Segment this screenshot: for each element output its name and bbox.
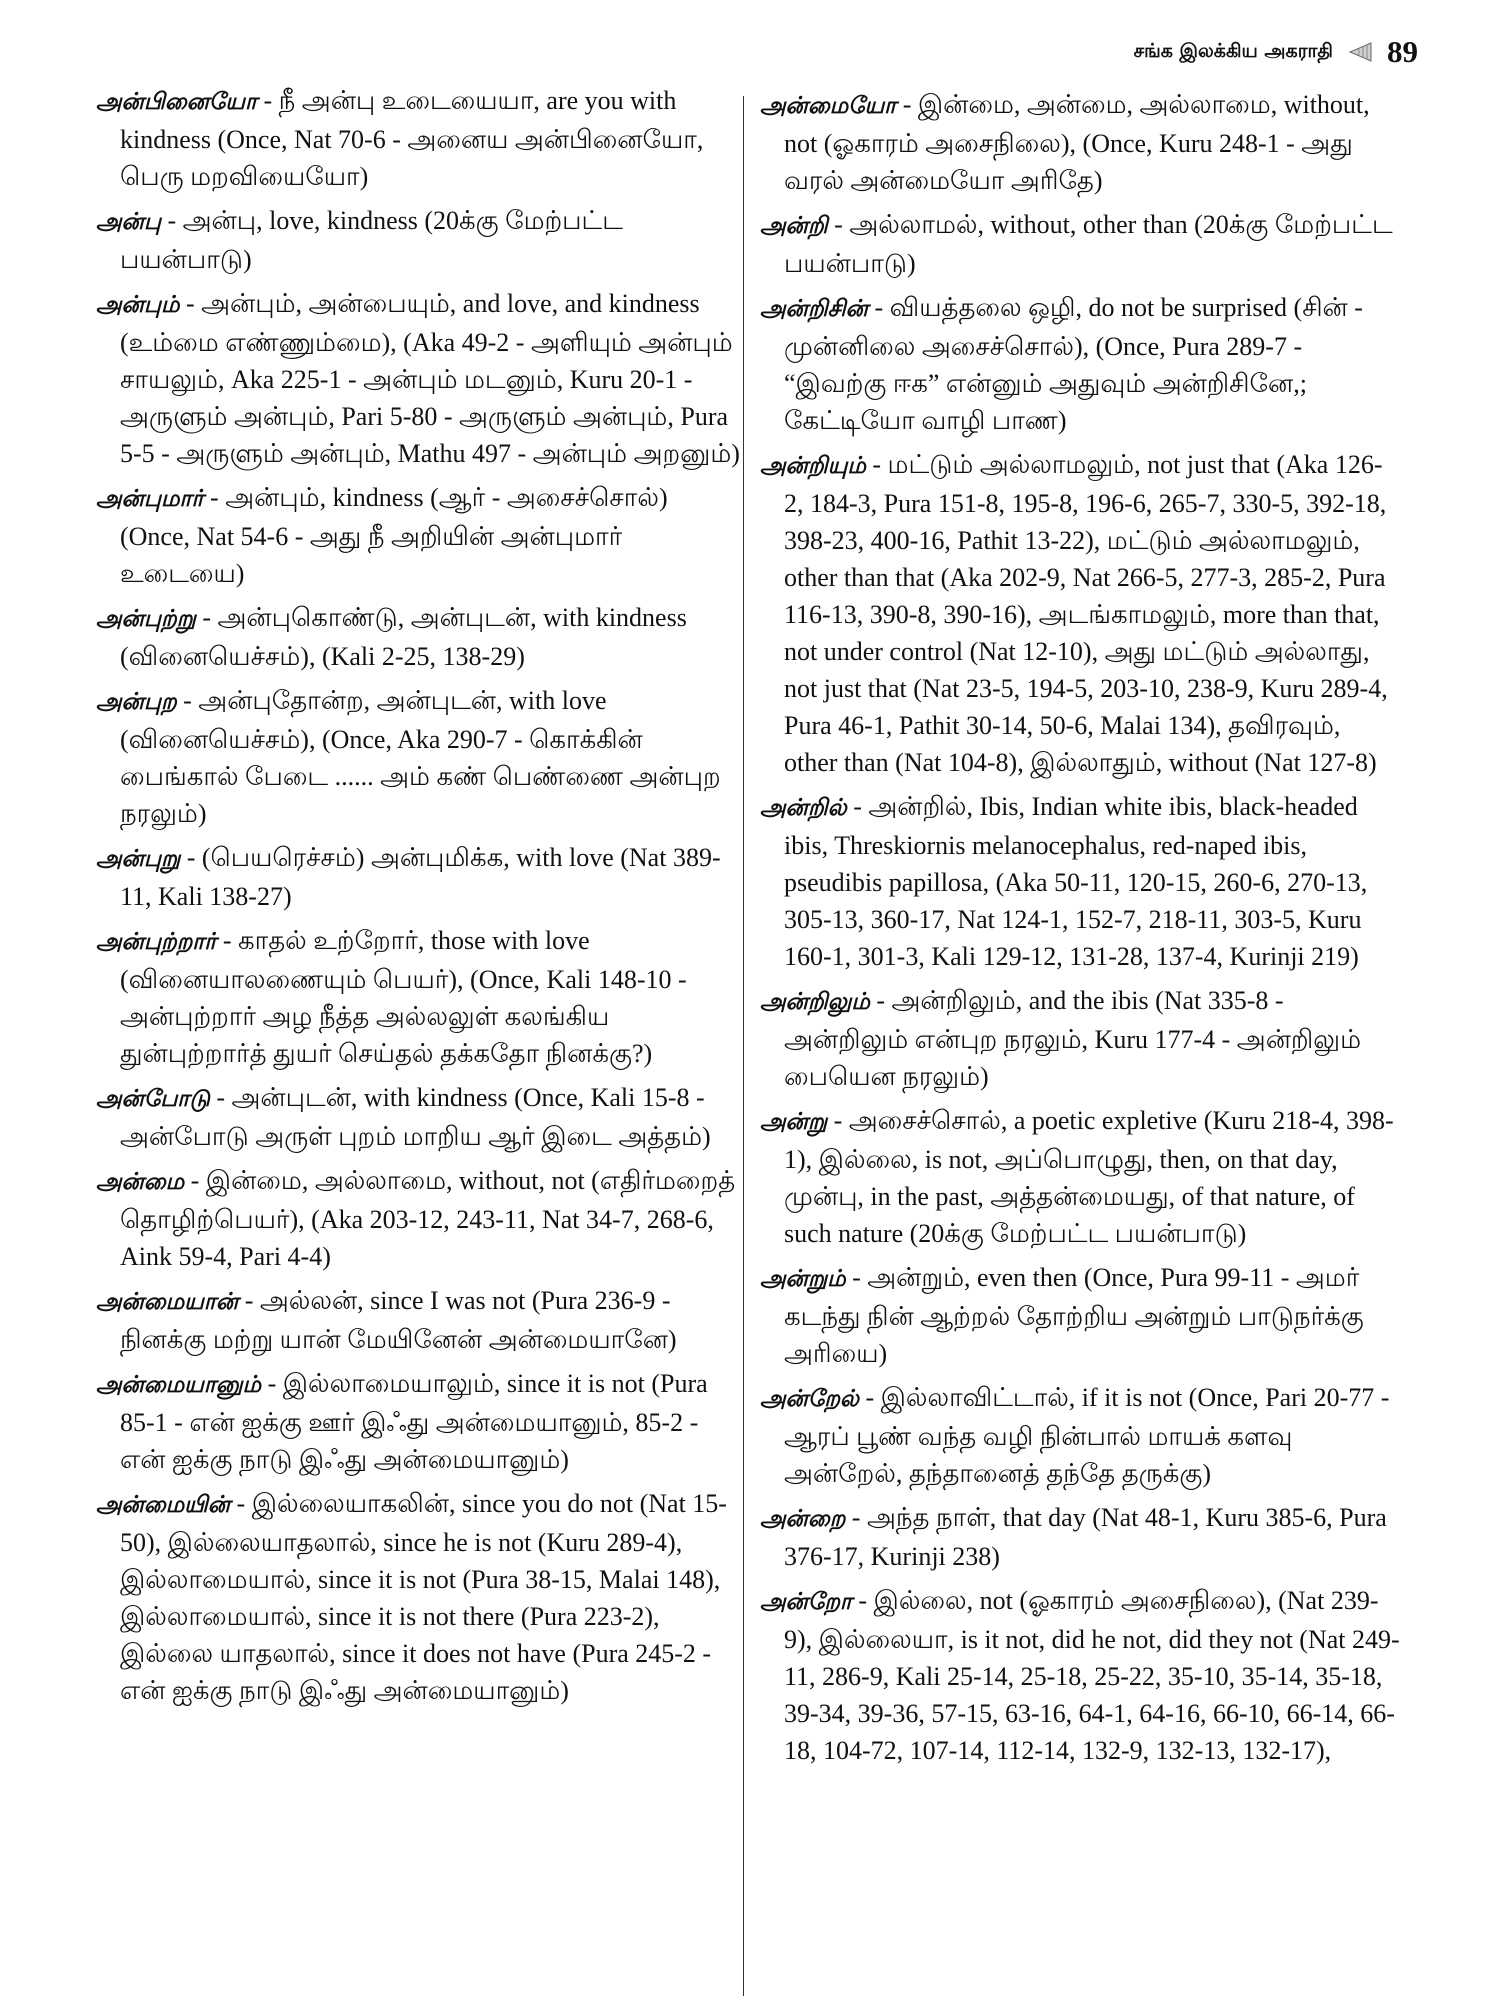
entry-definition: - அன்புதோன்ற, அன்புடன், with love (வினையெச்சம்), (Once, Aka 290-7 - கொக்கின் பைங்கால் பேடை ...... அம் கண் பெண்ணை அன்புற நரலும்) [120, 686, 721, 828]
dictionary-entry [760, 788, 1400, 975]
dictionary-entry [96, 599, 744, 675]
entry-headword: அன்றிலும் [760, 989, 870, 1015]
entry-definition: - மட்டும் அல்லாமலும், not just that (Aka 126-2, 184-3, Pura 151-8, 195-8, 196-6, 265-7, 330-5, 392-18, 398-23, 400-16, Pathit 13-22), மட்டும் அல்லாமலும், other than that (Aka 202-9, Nat 266-5, 277-3, 285-2, Pura 116-13, 390-8, 390-16), அடங்காமலும், more than that, not under control (Nat 12-10), அது மட்டும் அல்லாது, not just that (Nat 23-5, 194-5, 203-10, 238-9, Kuru 289-4, Pura 46-1, Pathit 30-14, 50-6, Malai 134), தவிரவும், other than (Nat 104-8), இல்லாதும், without (Nat 127-8) [784, 450, 1388, 777]
entry-headword: அன்பு [96, 209, 161, 235]
right-column [760, 86, 1400, 1776]
dictionary-entry [760, 1259, 1400, 1372]
entry-definition: - நீ அன்பு உடையையா, are you with kindness (Once, Nat 70-6 - அனைய அன்பினையோ, பெரு மறவியையோ) [120, 86, 704, 191]
entry-definition: - அல்லாமல், without, other than (20க்கு மேற்பட்ட பயன்பாடு) [784, 210, 1393, 278]
entry-headword: அன்றியும் [760, 453, 866, 479]
dictionary-entry [760, 1379, 1400, 1492]
entry-headword: அன்பும் [96, 292, 180, 318]
entry-definition: - அன்பும், kindness (ஆர் - அசைச்சொல்) (Once, Nat 54-6 - அது நீ அறியின் அன்புமார் உடையை) [120, 483, 668, 588]
dictionary-entry [96, 479, 744, 592]
entry-definition: - அன்பும், அன்பையும், and love, and kindness (உம்மை எண்ணும்மை), (Aka 49-2 - அளியும் அன்பும் சாயலும், Aka 225-1 - அன்பும் மடனும், Kuru 20-1 - அருளும் அன்பும், Pari 5-80 - அருளும் அன்பும், Pura 5-5 - அருளும் அன்பும், Mathu 497 - அன்பும் அறனும்) [120, 289, 740, 468]
dictionary-entry [96, 682, 744, 832]
entry-definition: - இல்லாமையாலும், since it is not (Pura 85-1 - என் ஐக்கு ஊர் இஃது அன்மையானும், 85-2 - என் ஐக்கு நாடு இஃது அன்மையானும்) [120, 1369, 708, 1474]
entry-headword: அன்மையோ [760, 93, 897, 119]
dictionary-entry [96, 1485, 744, 1709]
running-header [1134, 34, 1418, 70]
dictionary-entry [760, 1582, 1400, 1769]
entry-definition: - அன்புடன், with kindness (Once, Kali 15-8 - அன்போடு அருள் புறம் மாறிய ஆர் இடை அத்தம்) [120, 1083, 711, 1151]
entry-definition: - இன்மை, அன்மை, அல்லாமை, without, not (ஓகாரம் அசைநிலை), (Once, Kuru 248-1 - அது வரல் அன்மையோ அரிதே) [784, 90, 1370, 195]
running-title: சங்க இலக்கிய அகராதி [1133, 39, 1333, 62]
entry-headword: அன்றை [760, 1506, 846, 1532]
entry-headword: அன்போடு [96, 1086, 210, 1112]
entry-headword: அன்றேல் [760, 1386, 859, 1412]
dictionary-entry [96, 922, 744, 1072]
entry-definition: - இன்மை, அல்லாமை, without, not (எதிர்மறைத் தொழிற்பெயர்), (Aka 203-12, 243-11, Nat 34-7, 268-6, Aink 59-4, Pari 4-4) [120, 1166, 736, 1271]
entry-definition: - அன்றில், Ibis, Indian white ibis, black-headed ibis, Threskiornis melanocephalus, red-naped ibis, pseudibis papillosa, (Aka 50-11, 120-15, 260-6, 270-13, 305-13, 360-17, Nat 124-1, 152-7, 218-11, 303-5, Kuru 160-1, 301-3, Kali 129-12, 131-28, 137-4, Kurinji 219) [784, 792, 1368, 971]
entry-headword: அன்புமார் [96, 486, 204, 512]
page-number: 89 [1387, 34, 1418, 69]
entry-definition: - அன்புகொண்டு, அன்புடன், with kindness (வினையெச்சம்), (Kali 2-25, 138-29) [120, 603, 687, 671]
entry-headword: அன்புறு [96, 846, 181, 872]
entry-headword: அன்புற்றார் [96, 929, 217, 955]
entry-headword: அன்பினையோ [96, 89, 257, 115]
entry-definition: - இல்லாவிட்டால், if it is not (Once, Pari 20-77 - ஆரப் பூண் வந்த வழி நின்பால் மாயக் களவு அன்றேல், தந்தானைத் தந்தே தருக்கு) [784, 1383, 1390, 1488]
entry-definition: - அல்லன், since I was not (Pura 236-9 - நினக்கு மற்று யான் மேயினேன் அன்மையானே) [120, 1286, 677, 1354]
dictionary-entry [96, 1282, 744, 1358]
entry-definition: - அசைச்சொல், a poetic expletive (Kuru 218-4, 398-1), இல்லை, is not, அப்பொழுது, then, on that day, முன்பு, in the past, அத்தன்மையது, of that nature, of such nature (20க்கு மேற்பட்ட பயன்பாடு) [784, 1106, 1394, 1248]
dictionary-entry [760, 206, 1400, 282]
entry-definition: - அன்றும், even then (Once, Pura 99-11 - அமர் கடந்து நின் ஆற்றல் தோற்றிய அன்றும் பாடுநர்க்கு அரியை) [784, 1263, 1364, 1368]
entry-definition: - (பெயரெச்சம்) அன்புமிக்க, with love (Nat 389-11, Kali 138-27) [120, 843, 721, 911]
dictionary-entry [96, 1162, 744, 1275]
entry-headword: அன்றிசின் [760, 296, 868, 322]
left-column [96, 82, 744, 1716]
dictionary-entry [760, 289, 1400, 439]
entry-headword: அன்றி [760, 213, 828, 239]
dictionary-entry [96, 1079, 744, 1155]
dictionary-entry [760, 86, 1400, 199]
entry-definition: - வியத்தலை ஒழி, do not be surprised (சின் - முன்னிலை அசைச்சொல்), (Once, Pura 289-7 - “இவற்கு ஈக” என்னும் அதுவும் அன்றிசினே,; கேட்டியோ வாழி பாண) [784, 293, 1363, 435]
dictionary-entry [96, 285, 744, 472]
entry-headword: அன்மையின் [96, 1492, 231, 1518]
entry-definition: - அன்றிலும், and the ibis (Nat 335-8 - அன்றிலும் என்புற நரலும், Kuru 177-4 - அன்றிலும் பையென நரலும்) [784, 986, 1361, 1091]
entry-headword: அன்மையான் [96, 1289, 239, 1315]
entry-headword: அன்றும் [760, 1266, 846, 1292]
entry-definition: - அன்பு, love, kindness (20க்கு மேற்பட்ட பயன்பாடு) [120, 206, 623, 274]
entry-definition: - இல்லையாகலின், since you do not (Nat 15-50), இல்லையாதலால், since he is not (Kuru 289-4), இல்லாமையால், since it is not (Pura 38-15, Malai 148), இல்லாமையால், since it is not there (Pura 223-2), இல்லை யாதலால், since it does not have (Pura 245-2 - என் ஐக்கு நாடு இஃது அன்மையானும்) [120, 1489, 727, 1705]
dictionary-entry [96, 839, 744, 915]
entry-definition: - இல்லை, not (ஓகாரம் அசைநிலை), (Nat 239-9), இல்லையா, is it not, did he not, did they not (Nat 249-11, 286-9, Kali 25-14, 25-18, 25-22, 35-10, 35-14, 35-18, 39-34, 39-36, 57-15, 63-16, 64-1, 64-16, 66-10, 66-14, 66-18, 104-72, 107-14, 112-14, 132-9, 132-13, 132-17), [784, 1586, 1400, 1765]
dictionary-entry [96, 202, 744, 278]
entry-headword: அன்றில் [760, 795, 847, 821]
triangle-left-icon [1347, 41, 1373, 63]
dictionary-entry [96, 82, 744, 195]
dictionary-entry [760, 982, 1400, 1095]
entry-headword: அன்புற [96, 689, 177, 715]
dictionary-entry [760, 1102, 1400, 1252]
entry-definition: - காதல் உற்றோர், those with love (வினையாலணையும் பெயர்), (Once, Kali 148-10 - அன்புற்றார் அழ நீத்த அல்லலுள் கலங்கிய துன்புற்றார்த் துயர் செய்தல் தக்கதோ நினக்கு?) [120, 926, 687, 1068]
entry-headword: அன்மை [96, 1169, 185, 1195]
dictionary-entry [760, 1499, 1400, 1575]
entry-headword: அன்று [760, 1109, 828, 1135]
entry-headword: அன்றோ [760, 1589, 852, 1615]
column-divider [743, 96, 744, 1996]
entry-definition: - அந்த நாள், that day (Nat 48-1, Kuru 385-6, Pura 376-17, Kurinji 238) [784, 1503, 1387, 1571]
entry-headword: அன்மையானும் [96, 1372, 262, 1398]
entry-headword: அன்புற்று [96, 606, 196, 632]
dictionary-entry [760, 446, 1400, 781]
dictionary-entry [96, 1365, 744, 1478]
